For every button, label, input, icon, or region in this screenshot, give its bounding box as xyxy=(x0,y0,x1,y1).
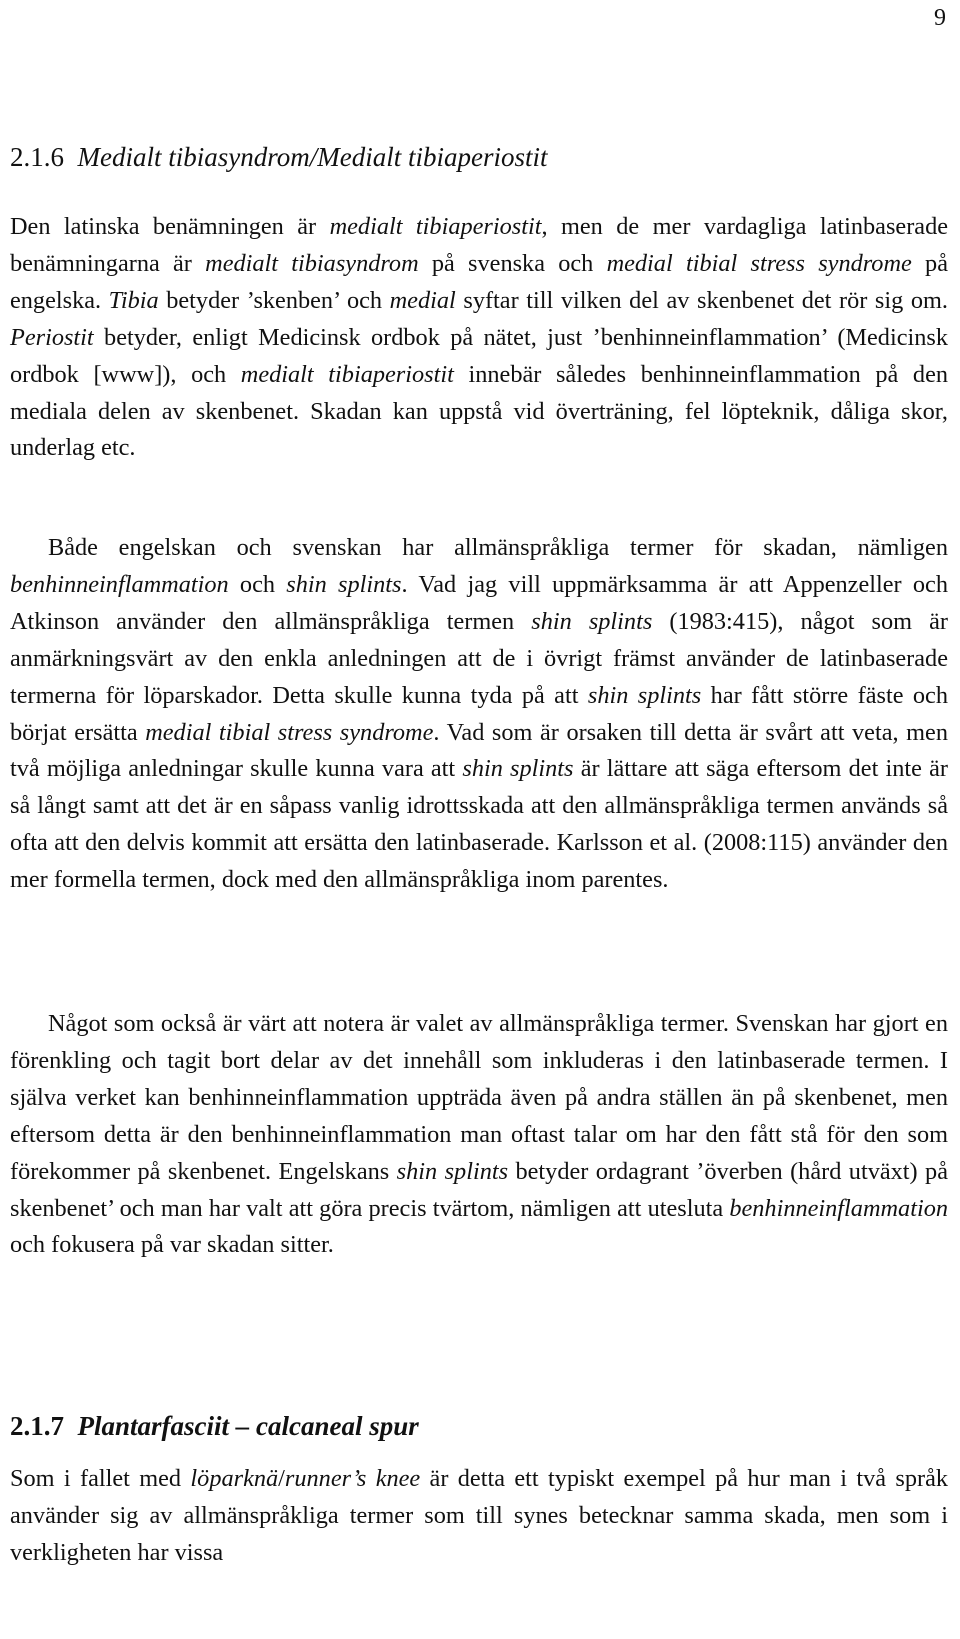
section-heading-2-1-6 xyxy=(10,140,948,174)
text-run: på engelska. xyxy=(10,249,948,314)
italic-term: benhinneinflammation xyxy=(729,1194,948,1222)
text-run: , men de mer vardagliga latinbaserade benämningarna är xyxy=(10,213,948,277)
italic-term: runner’s knee xyxy=(284,1465,421,1492)
italic-term: Periostit xyxy=(10,323,94,351)
italic-term: medial xyxy=(389,286,456,314)
text-run: . Vad jag vill uppmärksamma är att Appenzeller och Atkinson använder den allmänspråkliga termen xyxy=(10,570,948,635)
italic-term: shin splints xyxy=(286,570,402,598)
text-run: betyder, enligt Medicinsk ordbok på nätet, just ’benhinneinflammation’ (Medicinsk ordbok [www]), och xyxy=(10,323,948,388)
section-title: Plantarfasciit – calcaneal spur xyxy=(77,1411,419,1441)
text-run: Den latinska benämningen är xyxy=(10,213,330,240)
section-number: 2.1.7 xyxy=(10,1411,64,1441)
italic-term: shin splints xyxy=(587,681,702,709)
text-run: betyder ordagrant ’överben (hård utväxt) på skenbenet’ och man har valt att göra precis tvärtom, nämligen att utesluta xyxy=(10,1157,948,1222)
text-run: Som i fallet med xyxy=(10,1465,191,1492)
page-number: 9 xyxy=(934,5,946,31)
text-run: . Vad som är orsaken till detta är svårt att veta, men två möjliga anledningar skulle kunna vara att xyxy=(10,718,948,783)
paragraph-2 xyxy=(10,530,948,899)
text-run: på svenska och xyxy=(418,249,607,277)
text-run: är detta ett typiskt exempel på hur man i två språk använder sig av allmänspråkliga termer som till synes betecknar samma skada, men som i verkligheten har vissa xyxy=(10,1465,948,1566)
italic-term: shin splints xyxy=(462,755,574,783)
text-run: syftar till vilken del av skenbenet det rör sig om. xyxy=(455,286,948,314)
italic-term: medialt tibiasyndrom xyxy=(205,249,419,277)
italic-term: löparknä xyxy=(190,1465,279,1492)
text-run: innebär således benhinneinflammation på den mediala delen av skenbenet. Skadan kan uppstå vid överträning, fel löpteknik, dåliga skor, underlag etc. xyxy=(10,360,949,462)
italic-term: medial tibial stress syndrome xyxy=(606,249,912,277)
italic-term: medial tibial stress syndrome xyxy=(145,718,434,746)
text-run: har fått större fäste och börjat ersätta xyxy=(10,681,948,746)
italic-term: medialt tibiaperiostit xyxy=(329,213,542,240)
section-number: 2.1.6 xyxy=(10,142,64,172)
section-title: Medialt tibiasyndrom/Medialt tibiaperiostit xyxy=(77,142,548,172)
text-run: betyder ’skenben’ och xyxy=(158,286,390,314)
text-run: och xyxy=(228,570,287,598)
paragraph-3 xyxy=(10,1006,948,1264)
paragraph-4 xyxy=(10,1461,948,1572)
italic-term: Tibia xyxy=(108,286,159,314)
text-run: och fokusera på var skadan sitter. xyxy=(10,1231,334,1259)
italic-term: medialt tibiaperiostit xyxy=(240,360,454,388)
paragraph-1 xyxy=(10,209,948,467)
italic-term: shin splints xyxy=(531,607,653,635)
section-heading-2-1-7 xyxy=(10,1409,948,1443)
italic-term: benhinneinflammation xyxy=(10,570,229,598)
text-run: / xyxy=(278,1465,285,1492)
text-run: Något som också är värt att notera är valet av allmänspråkliga termer. Svenskan har gjort en förenkling och tagit bort delar av det innehåll som inkluderas i den latinbaserade termen. I själva verket kan benhinneinflammation uppträda även på andra ställen än på skenbenet, men eftersom detta är den benhinneinflammation man oftast talar om har den fått stå för den som förekommer på skenbenet. Engelskans xyxy=(10,1010,948,1185)
text-run: Både engelskan och svenskan har allmänspråkliga termer för skadan, nämligen xyxy=(48,534,948,561)
text-run: (1983:415), något som är anmärkningsvärt av den enkla anledningen att de i övrigt främst använder de latinbaserade termerna för löparskador. Detta skulle kunna tyda på att xyxy=(10,607,948,709)
text-run: är lättare att säga eftersom det inte är så långt samt att det är en såpass vanlig idrottsskada att den allmänspråkliga termen används så ofta att den delvis kommit att ersätta den latinbaserade. Karlsson et al. (2008:115) använder den mer formella termen, dock med den allmänspråkliga inom parentes. xyxy=(10,755,948,894)
italic-term: shin splints xyxy=(396,1157,509,1185)
